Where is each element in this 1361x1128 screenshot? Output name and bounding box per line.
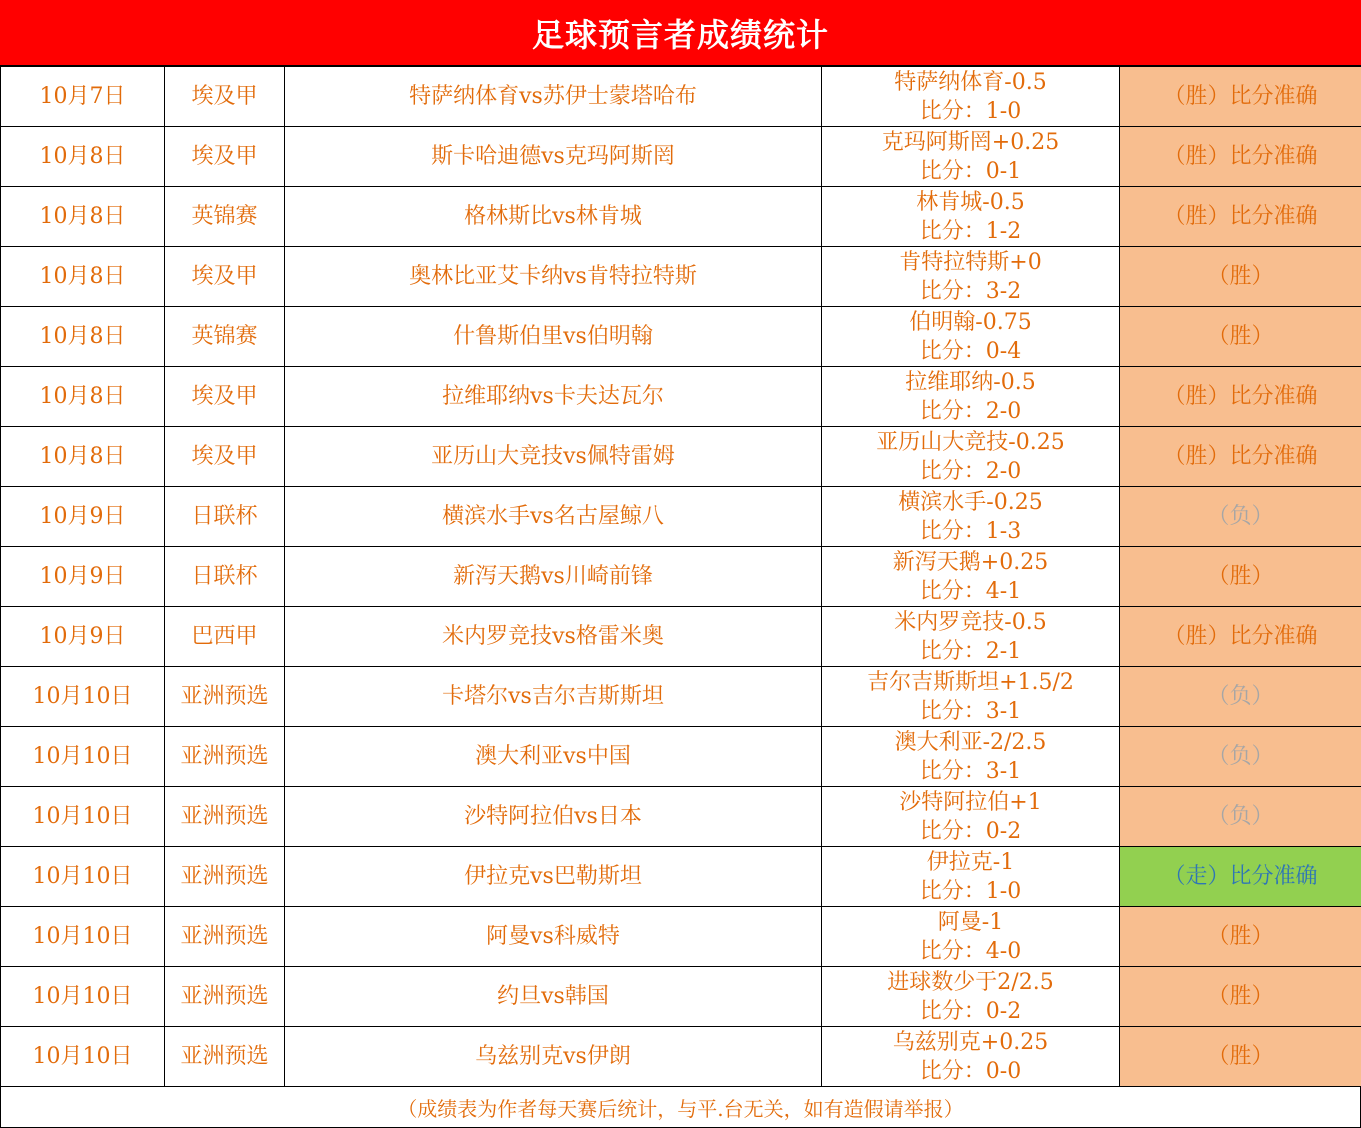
tip-pick: 横滨水手-0.25 xyxy=(822,488,1119,517)
match-teams: 斯卡哈迪德vs克玛阿斯罔 xyxy=(285,127,822,187)
match-teams: 乌兹别克vs伊朗 xyxy=(285,1027,822,1087)
match-date: 10月8日 xyxy=(1,307,165,367)
league-name: 英锦赛 xyxy=(165,187,285,247)
tip-score: 比分：4-1 xyxy=(822,577,1119,606)
table-row xyxy=(1,487,1361,547)
tip-score: 比分：3-1 xyxy=(822,757,1119,786)
league-name: 埃及甲 xyxy=(165,127,285,187)
tip-score: 比分：0-4 xyxy=(822,337,1119,366)
table-row xyxy=(1,607,1361,667)
match-date: 10月7日 xyxy=(1,67,165,127)
sheet-title: 足球预言者成绩统计 xyxy=(0,0,1361,66)
league-name: 埃及甲 xyxy=(165,67,285,127)
tip-score: 比分：0-1 xyxy=(822,157,1119,186)
tip-cell xyxy=(822,907,1120,967)
table-row xyxy=(1,907,1361,967)
match-date: 10月8日 xyxy=(1,187,165,247)
tip-score: 比分：0-2 xyxy=(822,817,1119,846)
result-cell: （胜） xyxy=(1120,547,1361,607)
league-name: 埃及甲 xyxy=(165,367,285,427)
table-row xyxy=(1,427,1361,487)
result-cell: （胜）比分准确 xyxy=(1120,127,1361,187)
table-row xyxy=(1,787,1361,847)
table-row xyxy=(1,307,1361,367)
tip-score: 比分：1-0 xyxy=(822,877,1119,906)
match-teams: 格林斯比vs林肯城 xyxy=(285,187,822,247)
tip-pick: 特萨纳体育-0.5 xyxy=(822,68,1119,97)
table-row xyxy=(1,367,1361,427)
tip-cell xyxy=(822,967,1120,1027)
result-cell: （胜） xyxy=(1120,247,1361,307)
match-teams: 横滨水手vs名古屋鲸八 xyxy=(285,487,822,547)
tip-pick: 克玛阿斯罔+0.25 xyxy=(822,128,1119,157)
league-name: 英锦赛 xyxy=(165,307,285,367)
league-name: 亚洲预选 xyxy=(165,967,285,1027)
match-date: 10月10日 xyxy=(1,967,165,1027)
league-name: 巴西甲 xyxy=(165,607,285,667)
tip-cell xyxy=(822,307,1120,367)
tip-pick: 米内罗竞技-0.5 xyxy=(822,608,1119,637)
tip-pick: 吉尔吉斯斯坦+1.5/2 xyxy=(822,668,1119,697)
tip-score: 比分：3-1 xyxy=(822,697,1119,726)
result-cell: （负） xyxy=(1120,727,1361,787)
match-date: 10月10日 xyxy=(1,847,165,907)
match-teams: 澳大利亚vs中国 xyxy=(285,727,822,787)
tip-pick: 澳大利亚-2/2.5 xyxy=(822,728,1119,757)
match-date: 10月8日 xyxy=(1,127,165,187)
match-date: 10月10日 xyxy=(1,787,165,847)
match-date: 10月10日 xyxy=(1,667,165,727)
result-cell: （走）比分准确 xyxy=(1120,847,1361,907)
match-date: 10月8日 xyxy=(1,367,165,427)
tip-cell xyxy=(822,247,1120,307)
tip-cell xyxy=(822,487,1120,547)
tip-pick: 进球数少于2/2.5 xyxy=(822,968,1119,997)
match-teams: 特萨纳体育vs苏伊士蒙塔哈布 xyxy=(285,67,822,127)
table-row xyxy=(1,247,1361,307)
match-teams: 沙特阿拉伯vs日本 xyxy=(285,787,822,847)
tip-cell xyxy=(822,847,1120,907)
league-name: 日联杯 xyxy=(165,487,285,547)
result-cell: （胜）比分准确 xyxy=(1120,607,1361,667)
match-teams: 卡塔尔vs吉尔吉斯斯坦 xyxy=(285,667,822,727)
results-table-body xyxy=(1,67,1361,1087)
match-teams: 新泻天鹅vs川崎前锋 xyxy=(285,547,822,607)
match-teams: 什鲁斯伯里vs伯明翰 xyxy=(285,307,822,367)
results-table xyxy=(0,66,1361,1087)
tip-cell xyxy=(822,727,1120,787)
match-teams: 米内罗竞技vs格雷米奥 xyxy=(285,607,822,667)
tip-pick: 林肯城-0.5 xyxy=(822,188,1119,217)
tip-score: 比分：2-1 xyxy=(822,637,1119,666)
table-row xyxy=(1,727,1361,787)
result-cell: （负） xyxy=(1120,667,1361,727)
tip-score: 比分：2-0 xyxy=(822,457,1119,486)
match-teams: 约旦vs韩国 xyxy=(285,967,822,1027)
tip-cell xyxy=(822,667,1120,727)
table-row xyxy=(1,667,1361,727)
tip-cell xyxy=(822,67,1120,127)
tip-score: 比分：4-0 xyxy=(822,937,1119,966)
tip-pick: 乌兹别克+0.25 xyxy=(822,1028,1119,1057)
tip-score: 比分：0-2 xyxy=(822,997,1119,1026)
league-name: 埃及甲 xyxy=(165,247,285,307)
match-teams: 伊拉克vs巴勒斯坦 xyxy=(285,847,822,907)
league-name: 亚洲预选 xyxy=(165,847,285,907)
result-cell: （胜） xyxy=(1120,1027,1361,1087)
result-cell: （胜）比分准确 xyxy=(1120,187,1361,247)
footer-note: （成绩表为作者每天赛后统计，与平.台无关，如有造假请举报） xyxy=(0,1087,1361,1128)
league-name: 亚洲预选 xyxy=(165,907,285,967)
result-cell: （负） xyxy=(1120,487,1361,547)
tip-score: 比分：0-0 xyxy=(822,1057,1119,1086)
result-cell: （胜） xyxy=(1120,307,1361,367)
table-row xyxy=(1,187,1361,247)
table-row xyxy=(1,547,1361,607)
table-row xyxy=(1,847,1361,907)
tip-pick: 阿曼-1 xyxy=(822,908,1119,937)
match-teams: 阿曼vs科威特 xyxy=(285,907,822,967)
league-name: 埃及甲 xyxy=(165,427,285,487)
tip-cell xyxy=(822,787,1120,847)
match-date: 10月9日 xyxy=(1,547,165,607)
tip-cell xyxy=(822,427,1120,487)
tip-cell xyxy=(822,547,1120,607)
match-date: 10月9日 xyxy=(1,487,165,547)
tip-score: 比分：2-0 xyxy=(822,397,1119,426)
match-teams: 亚历山大竞技vs佩特雷姆 xyxy=(285,427,822,487)
table-row xyxy=(1,967,1361,1027)
match-date: 10月9日 xyxy=(1,607,165,667)
league-name: 日联杯 xyxy=(165,547,285,607)
result-cell: （胜）比分准确 xyxy=(1120,67,1361,127)
table-row xyxy=(1,67,1361,127)
match-date: 10月10日 xyxy=(1,727,165,787)
match-date: 10月10日 xyxy=(1,907,165,967)
result-cell: （胜）比分准确 xyxy=(1120,367,1361,427)
tip-pick: 伯明翰-0.75 xyxy=(822,308,1119,337)
tip-pick: 亚历山大竞技-0.25 xyxy=(822,428,1119,457)
result-cell: （胜）比分准确 xyxy=(1120,427,1361,487)
match-date: 10月8日 xyxy=(1,247,165,307)
tip-pick: 新泻天鹅+0.25 xyxy=(822,548,1119,577)
tip-cell xyxy=(822,187,1120,247)
tip-score: 比分：1-3 xyxy=(822,517,1119,546)
tip-score: 比分：1-2 xyxy=(822,217,1119,246)
league-name: 亚洲预选 xyxy=(165,1027,285,1087)
match-date: 10月8日 xyxy=(1,427,165,487)
tip-score: 比分：1-0 xyxy=(822,97,1119,126)
result-cell: （胜） xyxy=(1120,967,1361,1027)
tip-cell xyxy=(822,607,1120,667)
result-cell: （负） xyxy=(1120,787,1361,847)
tip-pick: 沙特阿拉伯+1 xyxy=(822,788,1119,817)
tip-pick: 伊拉克-1 xyxy=(822,848,1119,877)
match-teams: 奥林比亚艾卡纳vs肯特拉特斯 xyxy=(285,247,822,307)
result-cell: （胜） xyxy=(1120,907,1361,967)
tip-score: 比分：3-2 xyxy=(822,277,1119,306)
table-row xyxy=(1,1027,1361,1087)
tip-cell xyxy=(822,367,1120,427)
tip-pick: 拉维耶纳-0.5 xyxy=(822,368,1119,397)
table-row xyxy=(1,127,1361,187)
league-name: 亚洲预选 xyxy=(165,727,285,787)
match-teams: 拉维耶纳vs卡夫达瓦尔 xyxy=(285,367,822,427)
tip-cell xyxy=(822,1027,1120,1087)
match-date: 10月10日 xyxy=(1,1027,165,1087)
tip-cell xyxy=(822,127,1120,187)
league-name: 亚洲预选 xyxy=(165,667,285,727)
league-name: 亚洲预选 xyxy=(165,787,285,847)
tip-pick: 肯特拉特斯+0 xyxy=(822,248,1119,277)
